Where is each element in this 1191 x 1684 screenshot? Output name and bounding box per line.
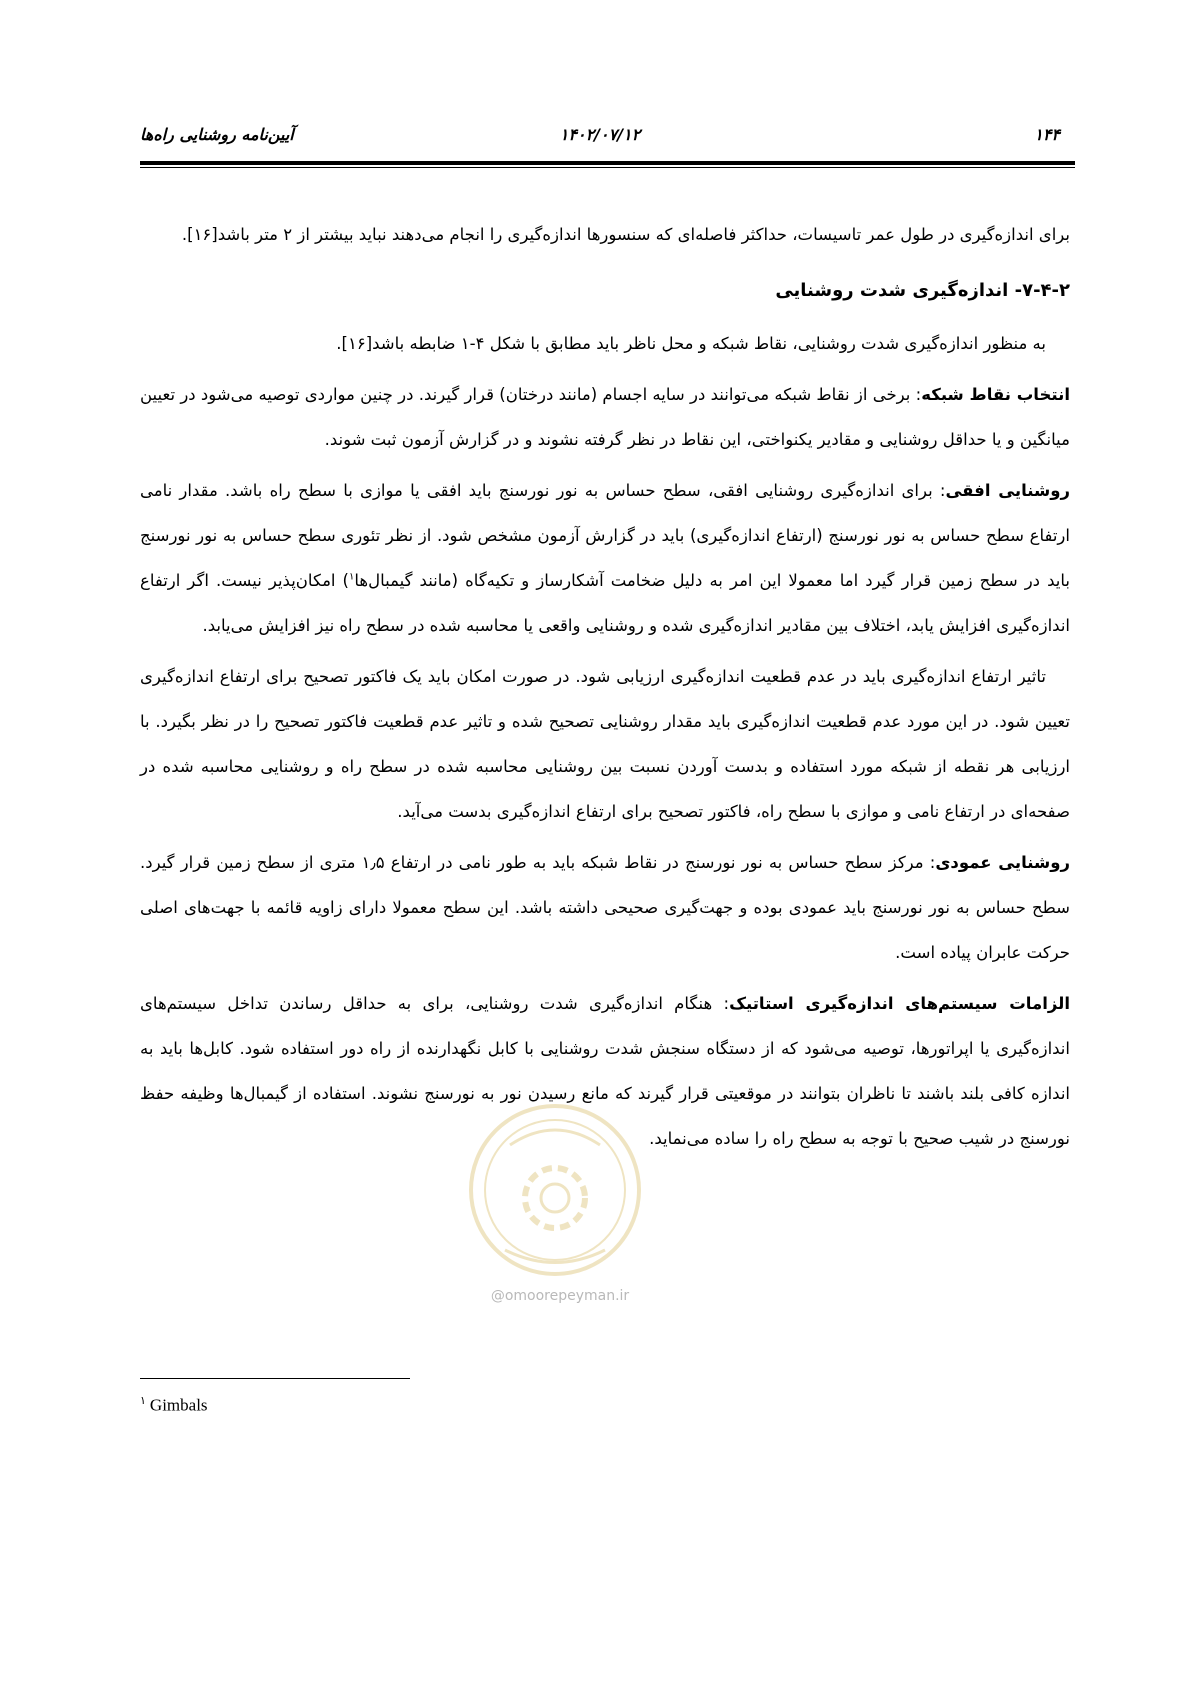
header-rule-thick bbox=[140, 161, 1075, 165]
footnote-reference[interactable]: ۱ bbox=[349, 571, 355, 583]
footnote bbox=[140, 1394, 208, 1416]
page-number: ۱۴۴ bbox=[1034, 125, 1060, 144]
horizontal-text-after: ) امکان‌پذیر نیست. اگر ارتفاع اندازه‌گیری افزایش یابد، اختلاف بین مقادیر اندازه‌گیری شده و روشنایی واقعی یا محاسبه شده در سطح راه نیز افزایش می‌یابد. bbox=[140, 571, 1070, 635]
footnote-mark: ۱ bbox=[140, 1395, 146, 1407]
grid-points-text: : برخی از نقاط شبکه می‌توانند در سایه اجسام (مانند درختان) قرار گیرند. در چنین مواردی توصیه می‌شود در تعیین میانگین و یا حداقل روشنایی و مقادیر یکنواختی، این نقاط در نظر گرفته نشوند و در گزارش آزمون ثبت شوند. bbox=[140, 385, 1070, 449]
intro-paragraph: برای اندازه‌گیری در طول عمر تاسیسات، حداکثر فاصله‌ای که سنسورها اندازه‌گیری را انجام می‌دهند نباید بیشتر از ۲ متر باشد[۱۶]. bbox=[181, 225, 1070, 244]
static-systems-text: : هنگام اندازه‌گیری شدت روشنایی، برای به حداقل رساندن تداخل سیستم‌های اندازه‌گیری یا اپراتورها، توصیه می‌شود که از دستگاه سنجش شدت روشنایی با کابل نگهدارنده از راه دور استفاده شود. کابل‌ها باید به اندازه کافی بلند باشند تا ناظران بتوانند در موقعیتی قرار گیرند که مانع رسیدن نور به نورسنج نشوند. استفاده از گیمبال‌ها وظیفه حفظ نورسنج در شیب صحیح با توجه به سطح راه را ساده می‌نماید. bbox=[140, 994, 1070, 1148]
grid-points-term: انتخاب نقاط شبکه bbox=[921, 385, 1070, 404]
horizontal-illuminance-term: روشنایی افقی bbox=[945, 481, 1070, 500]
horizontal-text-before: : برای اندازه‌گیری روشنایی افقی، سطح حساس به نور نورسنج باید افقی یا موازی با سطح راه باشد. مقدار نامی ارتفاع سطح حساس به نور نورسنج (ارتفاع اندازه‌گیری) باید در گزارش آزمون مشخص شود. از نظر تئوری سطح حساس به نور نورسنج باید در سطح زمین قرار گیرد اما معمولا این امر به دلیل ضخامت آشکارساز و تکیه‌گاه (مانند گیمبال‌ها bbox=[140, 481, 1070, 590]
header-title: آیین‌نامه روشنایی راه‌ها bbox=[140, 125, 294, 144]
watermark-handle: @omoorepeyman.ir bbox=[490, 1288, 630, 1304]
section-heading: ۷-۴-۲- اندازه‌گیری شدت روشنایی bbox=[775, 280, 1070, 301]
footnote-text: Gimbals bbox=[149, 1395, 208, 1415]
running-header bbox=[140, 122, 1060, 148]
vertical-illuminance-term: روشنایی عمودی bbox=[935, 853, 1070, 872]
vertical-text: : مرکز سطح حساس به نور نورسنج در نقاط شبکه باید به طور نامی در ارتفاع ۱٫۵ متری از سطح زمین قرار گیرد. سطح حساس به نور نورسنج باید عمودی بوده و جهت‌گیری صحیحی داشته باشد. این سطح معمولا دارای زاویه قائمه با جهت‌های اصلی حرکت عابران پیاده است. bbox=[140, 853, 1070, 962]
header-rule-thin bbox=[140, 167, 1075, 168]
footnote-separator bbox=[140, 1378, 410, 1379]
horizontal-illuminance-paragraph bbox=[140, 468, 1070, 648]
vertical-illuminance-paragraph bbox=[140, 840, 1070, 975]
header-date: ۱۴۰۲/۰۷/۱۲ bbox=[559, 125, 641, 144]
main-content bbox=[140, 212, 1070, 1167]
height-effect-paragraph: تاثیر ارتفاع اندازه‌گیری باید در عدم قطعیت اندازه‌گیری ارزیابی شود. در صورت امکان باید یک فاکتور تصحیح برای ارتفاع اندازه‌گیری تعیین شود. در این مورد عدم قطعیت اندازه‌گیری باید مقدار روشنایی تصحیح شده و تاثیر عدم قطعیت فاکتور تصحیح را در نظر بگیرد. با ارزیابی هر نقطه از شبکه مورد استفاده و بدست آوردن نسبت بین روشنایی محاسبه شده در سطح راه و روشنایی محاسبه شده در صفحه‌ای در ارتفاع نامی و موازی با سطح راه، فاکتور تصحیح برای ارتفاع اندازه‌گیری بدست می‌آید. bbox=[140, 667, 1070, 821]
static-systems-term: الزامات سیستم‌های اندازه‌گیری استاتیک bbox=[729, 994, 1070, 1013]
grid-points-paragraph bbox=[140, 372, 1070, 462]
section-intro-paragraph: به منظور اندازه‌گیری شدت روشنایی، نقاط شبکه و محل ناظر باید مطابق با شکل ۴-۱ ضابطه باشد[۱۶]. bbox=[336, 334, 1046, 353]
static-systems-paragraph bbox=[140, 981, 1070, 1161]
